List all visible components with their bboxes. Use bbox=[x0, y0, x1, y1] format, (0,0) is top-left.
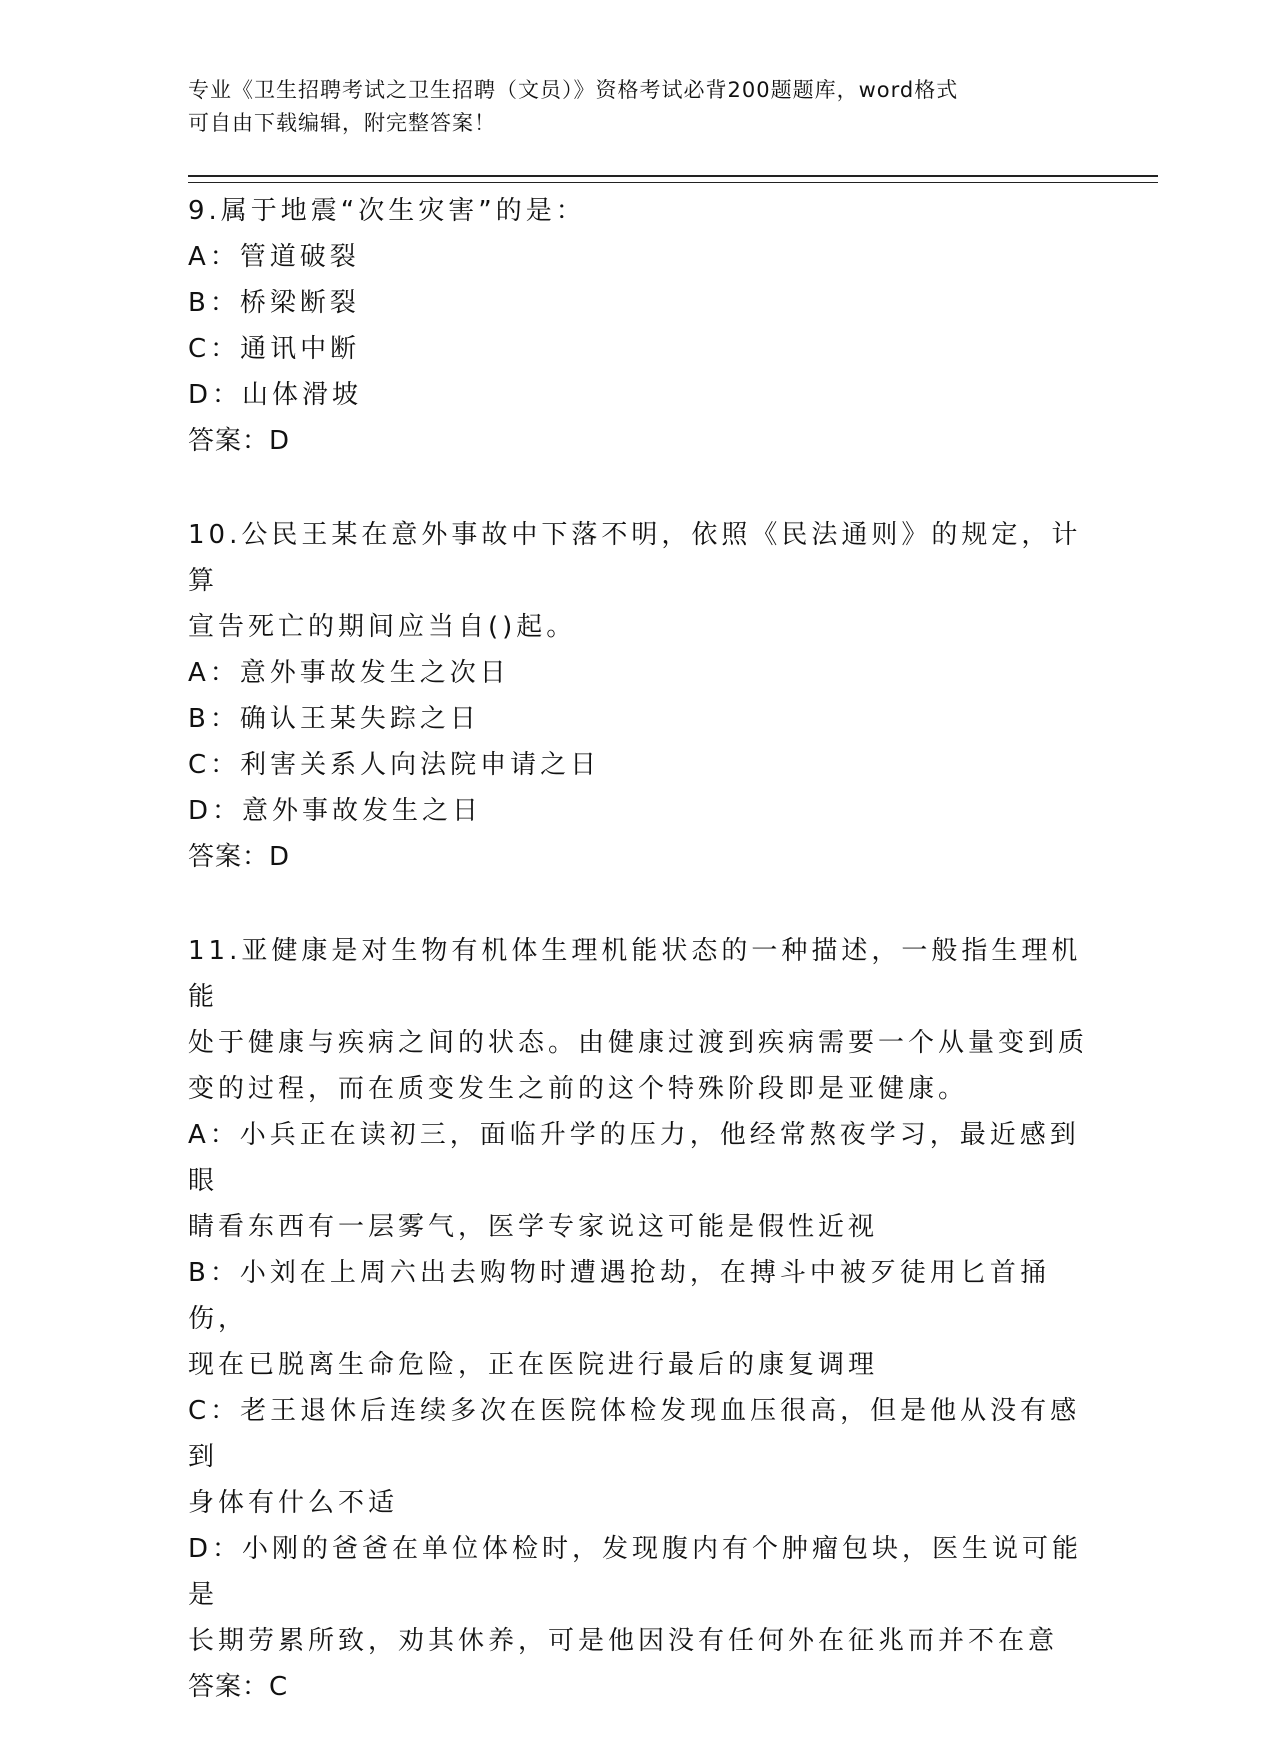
answer-option-line: C：利害关系人向法院申请之日 bbox=[188, 750, 601, 780]
answer-option-line: B：小刘在上周六出去购物时遭遇抢劫，在搏斗中被歹徒用匕首捅伤， bbox=[188, 1258, 1050, 1334]
header-divider-thick bbox=[188, 175, 1158, 177]
answer-key: 答案：D bbox=[188, 842, 291, 872]
answer-key: 答案：D bbox=[188, 426, 291, 456]
answer-key: 答案：C bbox=[188, 1672, 289, 1702]
question-list bbox=[188, 188, 1088, 1758]
answer-option bbox=[188, 696, 1088, 742]
question-stem-line: 宣告死亡的期间应当自()起。 bbox=[188, 612, 577, 642]
answer-option-line: D：小刚的爸爸在单位体检时，发现腹内有个肿瘤包块，医生说可能是 bbox=[188, 1534, 1083, 1610]
answer-option-line: C：通讯中断 bbox=[188, 334, 361, 364]
question-block bbox=[188, 512, 1088, 880]
answer-option-line: B：确认王某失踪之日 bbox=[188, 704, 480, 734]
answer-option-line: 睛看东西有一层雾气，医学专家说这可能是假性近视 bbox=[188, 1212, 879, 1242]
question-stem-line: 9.属于地震“次生灾害”的是： bbox=[188, 196, 586, 226]
answer-option-line: A：意外事故发生之次日 bbox=[188, 658, 510, 688]
question-stem-line: 11.亚健康是对生物有机体生理机能状态的一种描述，一般指生理机能 bbox=[188, 936, 1082, 1012]
answer-option bbox=[188, 1250, 1088, 1388]
answer-option bbox=[188, 650, 1088, 696]
answer-option bbox=[188, 1526, 1088, 1664]
answer-option-line: 身体有什么不适 bbox=[188, 1488, 399, 1518]
answer-option bbox=[188, 1112, 1088, 1250]
answer-option-line: 现在已脱离生命危险，正在医院进行最后的康复调理 bbox=[188, 1350, 879, 1380]
answer-option-line: C：老王退休后连续多次在医院体检发现血压很高，但是他从没有感到 bbox=[188, 1396, 1081, 1472]
answer-option bbox=[188, 788, 1088, 834]
answer-option bbox=[188, 326, 1088, 372]
answer-option-line: A：小兵正在读初三，面临升学的压力，他经常熬夜学习，最近感到眼 bbox=[188, 1120, 1080, 1196]
question-block bbox=[188, 928, 1088, 1710]
header-line-2: 可自由下载编辑，附完整答案！ bbox=[188, 111, 496, 135]
answer-option bbox=[188, 372, 1088, 418]
question-block bbox=[188, 188, 1088, 464]
answer-option bbox=[188, 1388, 1088, 1526]
answer-option-line: 长期劳累所致，劝其休养，可是他因没有任何外在征兆而并不在意 bbox=[188, 1626, 1059, 1656]
answer-option-line: D：意外事故发生之日 bbox=[188, 796, 483, 826]
answer-option bbox=[188, 280, 1088, 326]
answer-option-line: D：山体滑坡 bbox=[188, 380, 363, 410]
answer-option bbox=[188, 742, 1088, 788]
question-stem-line: 变的过程，而在质变发生之前的这个特殊阶段即是亚健康。 bbox=[188, 1074, 969, 1104]
header-divider-thin bbox=[188, 182, 1158, 183]
document-header bbox=[188, 74, 1068, 140]
answer-option-line: B：桥梁断裂 bbox=[188, 288, 360, 318]
question-stem-line: 处于健康与疾病之间的状态。由健康过渡到疾病需要一个从量变到质 bbox=[188, 1028, 1089, 1058]
question-stem-line: 10.公民王某在意外事故中下落不明，依照《民法通则》的规定，计算 bbox=[188, 520, 1082, 596]
header-line-1: 专业《卫生招聘考试之卫生招聘（文员）》资格考试必背200题题库，word格式 bbox=[188, 78, 959, 102]
answer-option-line: A：管道破裂 bbox=[188, 242, 360, 272]
answer-option bbox=[188, 234, 1088, 280]
